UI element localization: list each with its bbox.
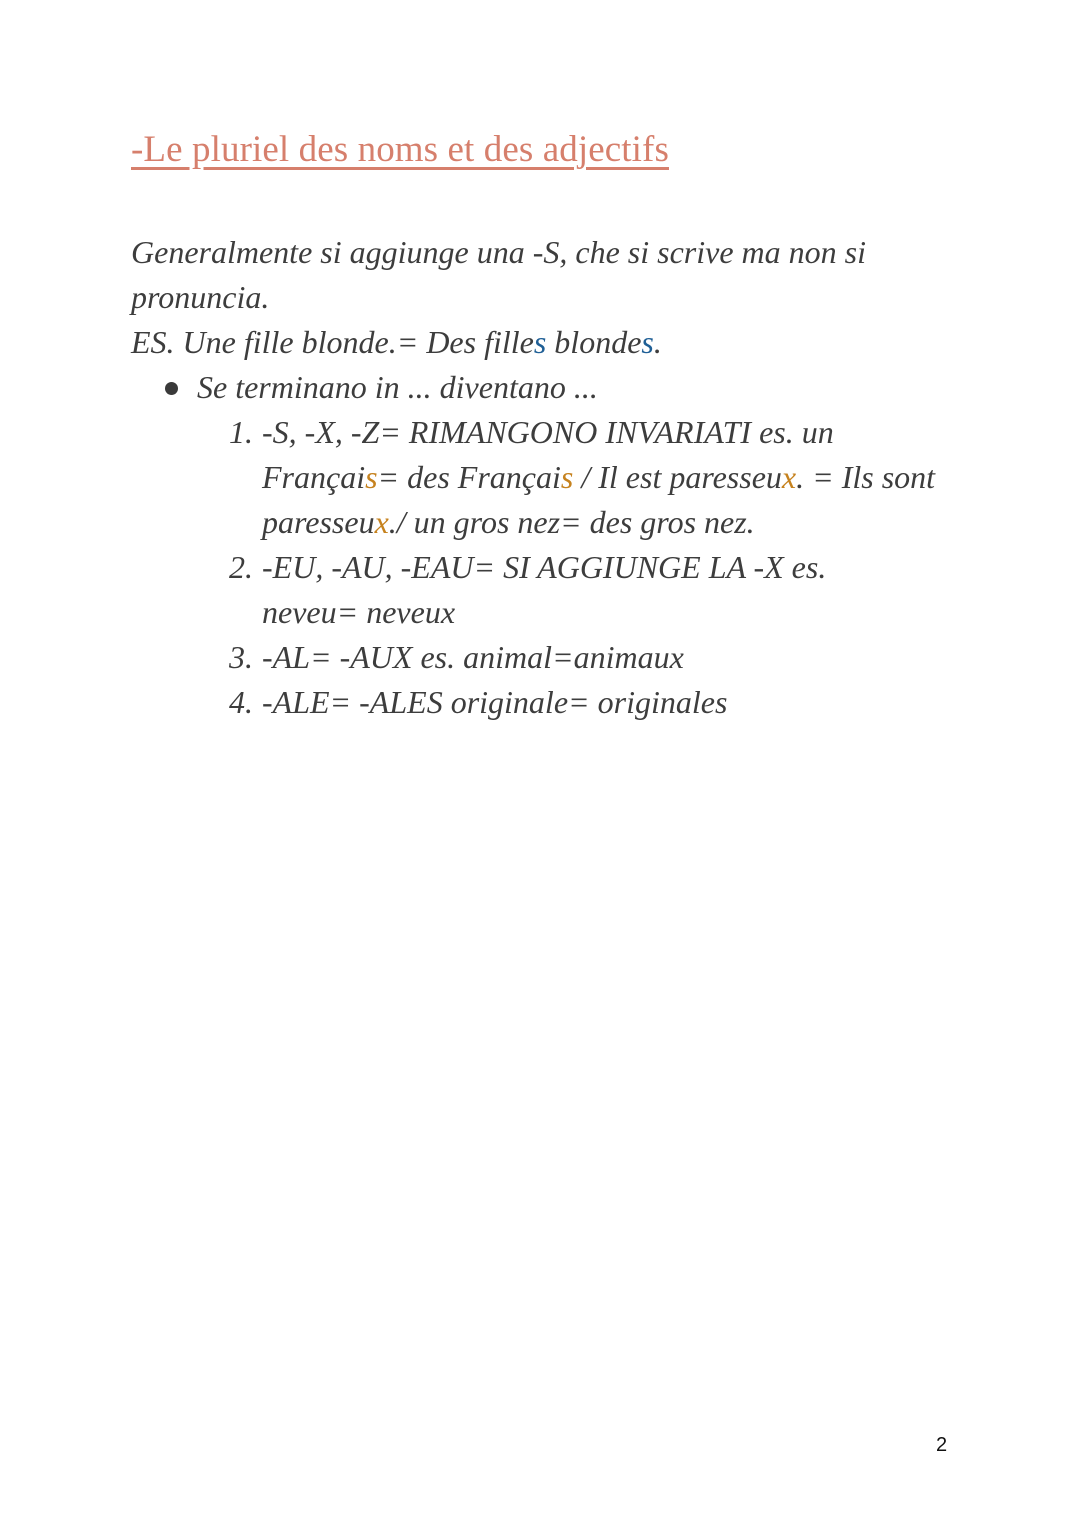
plural-marker: x (374, 504, 389, 540)
rule-1-line-2 (262, 455, 935, 500)
rule-1-line-1: -S, -X, -Z= RIMANGONO INVARIATI es. un (262, 414, 834, 450)
plural-marker: s (641, 324, 654, 360)
rule-number: 1. (229, 414, 253, 450)
rule-2-line-1: -EU, -AU, -EAU= SI AGGIUNGE LA -X es. (262, 549, 827, 585)
plural-marker: x (781, 459, 797, 495)
rule-number: 3. (229, 639, 253, 675)
intro-line-1: Generalmente si aggiunge una -S, che si scrive ma non si (131, 234, 866, 270)
bullet-text: Se terminano in ... diventano ... (197, 369, 598, 405)
bullet-icon (165, 382, 178, 395)
example-end: . (653, 324, 662, 360)
text-part: . = Ils sont (796, 459, 936, 495)
intro-line-2: pronuncia. (131, 279, 270, 315)
plural-marker: s (560, 459, 574, 495)
rule-2-line-2: neveu= neveux (262, 594, 456, 630)
page-number: 2 (936, 1434, 948, 1456)
rule-1-line-3 (262, 500, 755, 545)
example-mid: blonde (546, 324, 642, 360)
text-part: ./ un gros nez= des gros nez. (388, 504, 755, 540)
text-part: / Il est paresseu (573, 459, 782, 495)
rule-3-line-1: -AL= -AUX es. animal=animaux (262, 639, 684, 675)
example-line (131, 320, 662, 365)
example-prefix: ES. Une fille blonde.= Des fille (131, 324, 534, 360)
text-part: = des Françai (377, 459, 561, 495)
text-part: paresseu (262, 504, 375, 540)
rule-number: 4. (229, 684, 253, 720)
rule-4-line-1: -ALE= -ALES originale= originales (262, 684, 728, 720)
plural-marker: s (365, 459, 378, 495)
rule-number: 2. (229, 549, 253, 585)
page-heading: -Le pluriel des noms et des adjectifs (131, 129, 669, 170)
plural-marker: s (533, 324, 547, 360)
text-part: Françai (262, 459, 366, 495)
